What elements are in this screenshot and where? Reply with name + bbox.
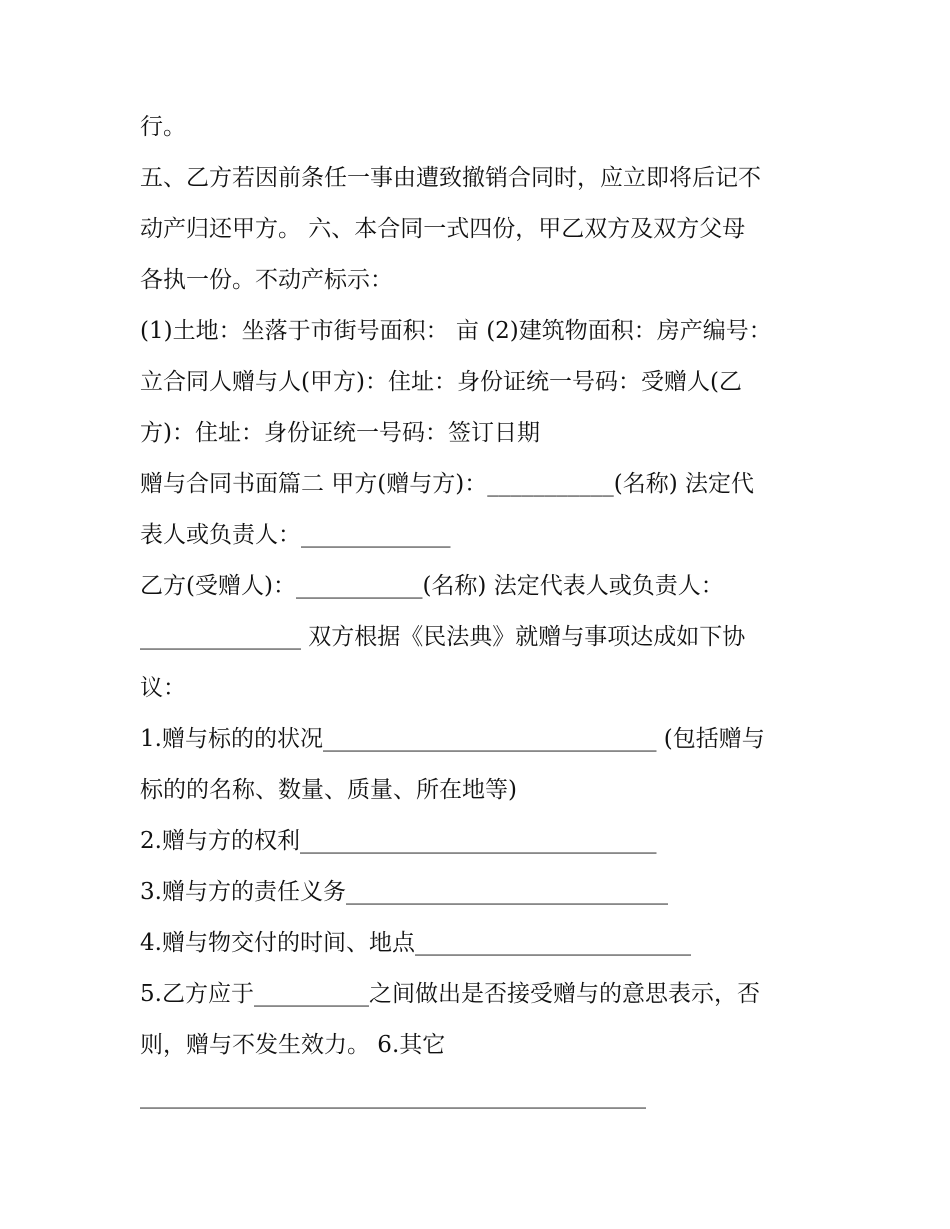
text-line: 立合同人赠与人(甲方)：住址：身份证统一号码：受赠人(乙	[140, 369, 742, 395]
clause-line: 3.赠与方的责任义务____________________________	[140, 879, 668, 905]
clause-line: 1.赠与标的的状况_____________________________ (包括赠与	[140, 726, 765, 752]
clause-line: 5.乙方应于__________之间做出是否接受赠与的意思表示，否	[140, 981, 760, 1007]
clause-line: 2.赠与方的权利_______________________________	[140, 828, 657, 854]
text-line: 动产归还甲方。 六、本合同一式四份，甲乙双方及双方父母	[140, 216, 746, 242]
text-line: 议：	[140, 675, 186, 701]
text-line: ______________ 双方根据《民法典》就赠与事项达成如下协	[140, 624, 746, 650]
blank-fill-line: ____________________________________________	[140, 1083, 646, 1109]
contract-body	[140, 102, 830, 1122]
text-line: 方)：住址：身份证统一号码：签订日期	[140, 420, 540, 446]
section-heading-line: 赠与合同书面篇二 甲方(赠与方)：___________(名称) 法定代	[140, 471, 755, 497]
text-line: 乙方(受赠人)：___________(名称) 法定代表人或负责人：	[140, 573, 724, 599]
text-line: 表人或负责人：_____________	[140, 522, 451, 548]
text-line: 各执一份。不动产标示：	[140, 267, 393, 293]
text-line: 标的的名称、数量、质量、所在地等)	[140, 777, 517, 803]
text-line: 五、乙方若因前条任一事由遭致撤销合同时，应立即将后记不	[140, 165, 761, 191]
text-line: 则，赠与不发生效力。 6.其它	[140, 1032, 446, 1058]
text-line: (1)土地：坐落于市街号面积： 亩 (2)建筑物面积：房产编号：	[140, 318, 772, 344]
text-line: 行。	[140, 114, 186, 140]
clause-line: 4.赠与物交付的时间、地点________________________	[140, 930, 691, 956]
